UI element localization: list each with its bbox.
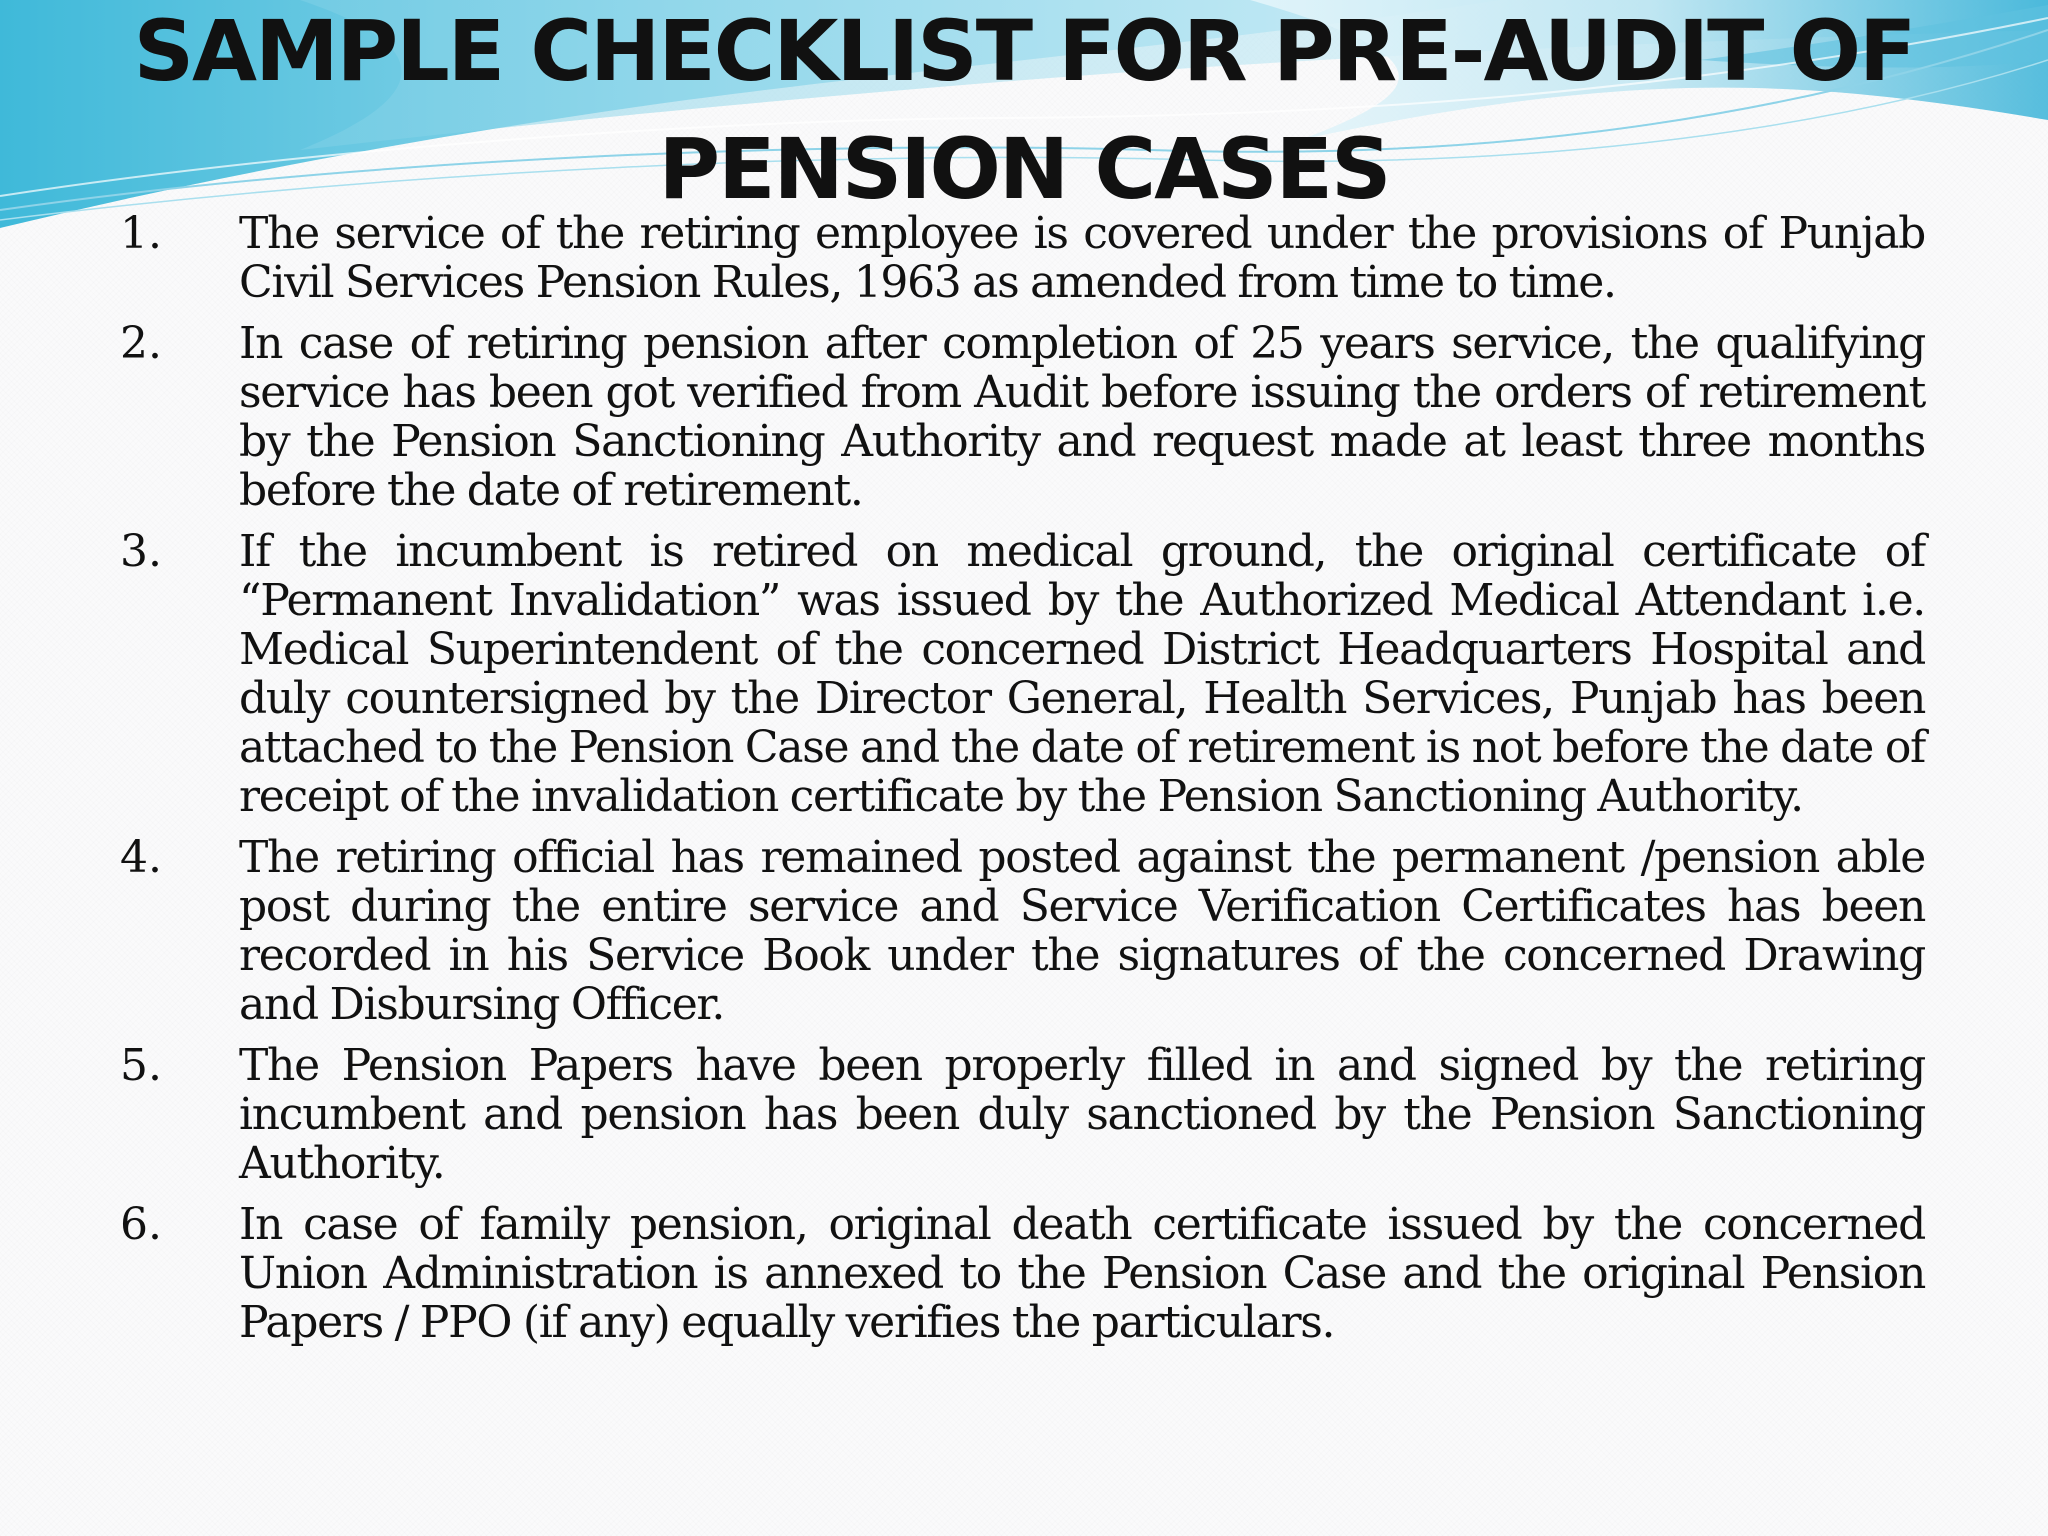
item-text: If the incumbent is retired on medical ground, the original certificate of “Permanent Invalidation” was issued by the Authorized Medical Attendant i.e. Medical Superintendent of the concerned District Headquarters Hospital and duly countersigned by the Director General, Health Services, Punjab has been attached to the Pension Case and the date of retirement is not before the date of receipt of the invalidation certificate by the Pension Sanctioning Authority. bbox=[239, 526, 1925, 822]
item-text: In case of retiring pension after completion of 25 years service, the qualifying service has been got verified from Audit before issuing the orders of retirement by the Pension Sanctioning Authority and request made at least three months before the date of retirement. bbox=[239, 318, 1925, 516]
item-text: The Pension Papers have been properly filled in and signed by the retiring incumbent and pension has been duly sanctioned by the Pension Sanctioning Authority. bbox=[239, 1040, 1925, 1189]
checklist-item bbox=[120, 1041, 1925, 1188]
item-text: The service of the retiring employee is covered under the provisions of Punjab Civil Services Pension Rules, 1963 as amended from time to time. bbox=[239, 208, 1925, 308]
item-text: The retiring official has remained posted against the permanent /pension able post during the entire service and Service Verification Certificates has been recorded in his Service Book under the signatures of the concerned Drawing and Disbursing Officer. bbox=[239, 832, 1925, 1030]
item-number: 1. bbox=[120, 208, 162, 259]
item-text: In case of family pension, original death certificate issued by the concerned Union Administration is annexed to the Pension Case and the original Pension Papers / PPO (if any) equally verifies the particulars. bbox=[239, 1199, 1925, 1348]
slide-title-line-1: SAMPLE CHECKLIST FOR PRE-AUDIT OF bbox=[133, 2, 1915, 100]
checklist bbox=[120, 209, 1925, 1359]
checklist-item bbox=[120, 319, 1925, 515]
item-number: 6. bbox=[120, 1199, 162, 1250]
checklist-item bbox=[120, 1200, 1925, 1347]
item-number: 4. bbox=[120, 832, 162, 883]
slide-title-line-2: PENSION CASES bbox=[658, 120, 1390, 218]
checklist-item bbox=[120, 833, 1925, 1029]
checklist-item bbox=[120, 527, 1925, 821]
slide-title bbox=[0, 0, 2048, 228]
item-number: 5. bbox=[120, 1040, 162, 1091]
checklist-item bbox=[120, 209, 1925, 307]
item-number: 2. bbox=[120, 318, 162, 369]
item-number: 3. bbox=[120, 526, 162, 577]
